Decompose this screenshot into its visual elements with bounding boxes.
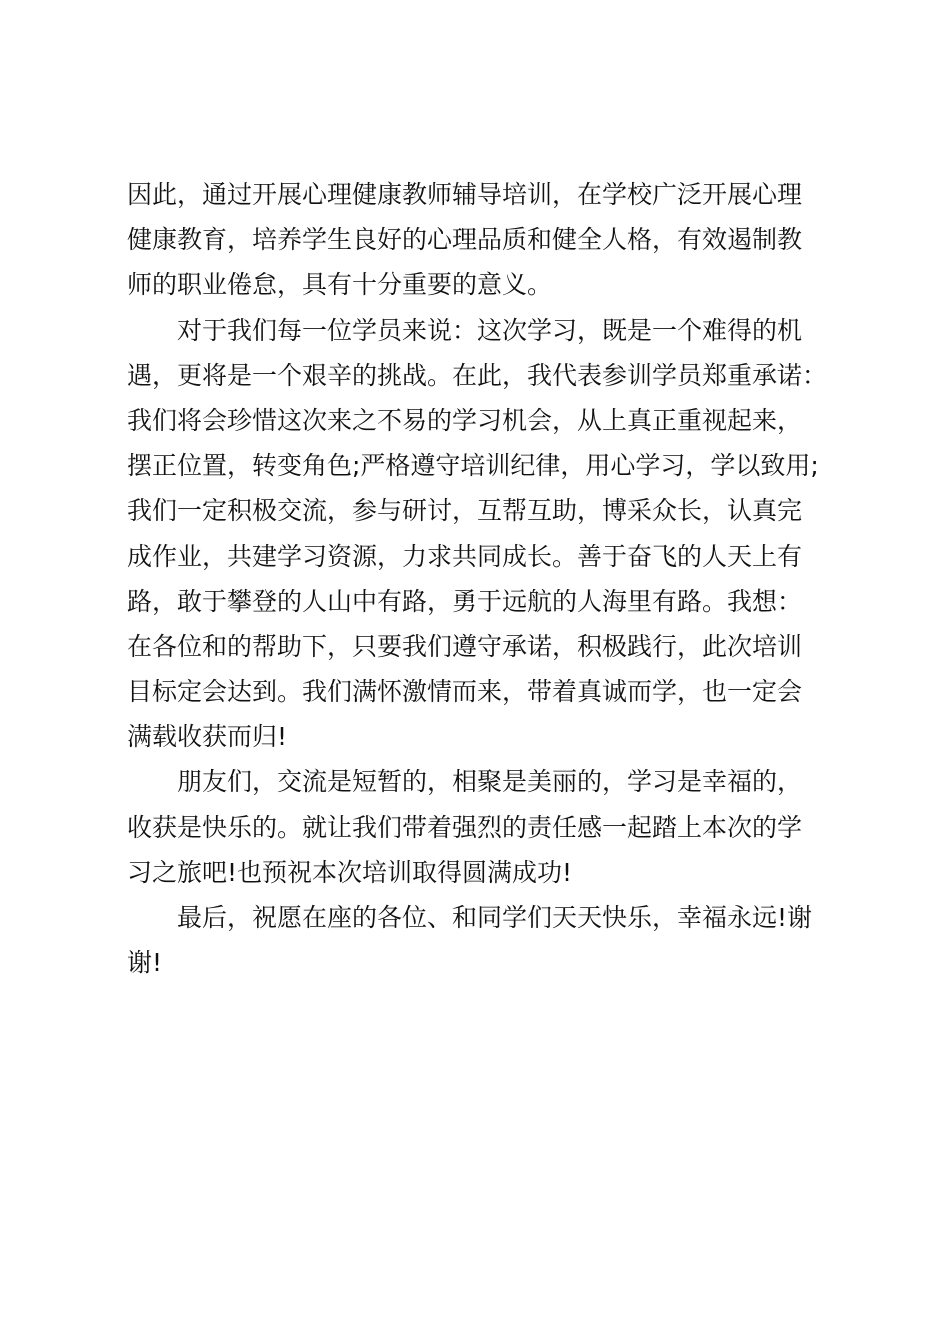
text-line: 收获是快乐的。就让我们带着强烈的责任感一起踏上本次的学 xyxy=(127,812,803,842)
text-line: 成作业，共建学习资源，力求共同成长。善于奋飞的人天上有 xyxy=(127,541,803,571)
paragraph-2 xyxy=(127,308,835,760)
text-line: 因此，通过开展心理健康教师辅导培训，在学校广泛开展心理 xyxy=(127,180,803,209)
text-line: 健康教育，培养学生良好的心理品质和健全人格，有效遏制教 xyxy=(127,225,803,255)
text-line: 最后，祝愿在座的各位、和同学们天天快乐，幸福永远!谢 xyxy=(177,903,813,932)
text-line: 在各位和的帮助下，只要我们遵守承诺，积极践行，此次培训 xyxy=(127,631,803,661)
text-line: 目标定会达到。我们满怀激情而来，带着真诚而学，也一定会 xyxy=(127,677,803,707)
text-line: 遇，更将是一个艰辛的挑战。在此，我代表参训学员郑重承诺： xyxy=(127,360,828,390)
text-line: 摆正位置，转变角色;严格遵守培训纪律，用心学习，学以致用; xyxy=(127,451,819,481)
text-line: 对于我们每一位学员来说：这次学习，既是一个难得的机 xyxy=(177,315,803,345)
text-line: 满载收获而归! xyxy=(127,722,288,752)
text-line: 习之旅吧!也预祝本次培训取得圆满成功! xyxy=(127,857,573,887)
text-line: 师的职业倦怠，具有十分重要的意义。 xyxy=(127,270,553,300)
text-line: 路，敢于攀登的人山中有路，勇于远航的人海里有路。我想： xyxy=(127,586,803,616)
paragraph-3 xyxy=(127,759,835,895)
paragraph-1 xyxy=(127,172,835,308)
document-body xyxy=(127,172,835,985)
text-line: 谢! xyxy=(127,948,163,978)
text-line: 我们将会珍惜这次来之不易的学习机会，从上真正重视起来， xyxy=(127,405,803,435)
text-line: 我们一定积极交流，参与研讨，互帮互助，博采众长，认真完 xyxy=(127,496,803,526)
paragraph-4 xyxy=(127,895,835,985)
text-line: 朋友们，交流是短暂的，相聚是美丽的，学习是幸福的， xyxy=(177,767,803,797)
